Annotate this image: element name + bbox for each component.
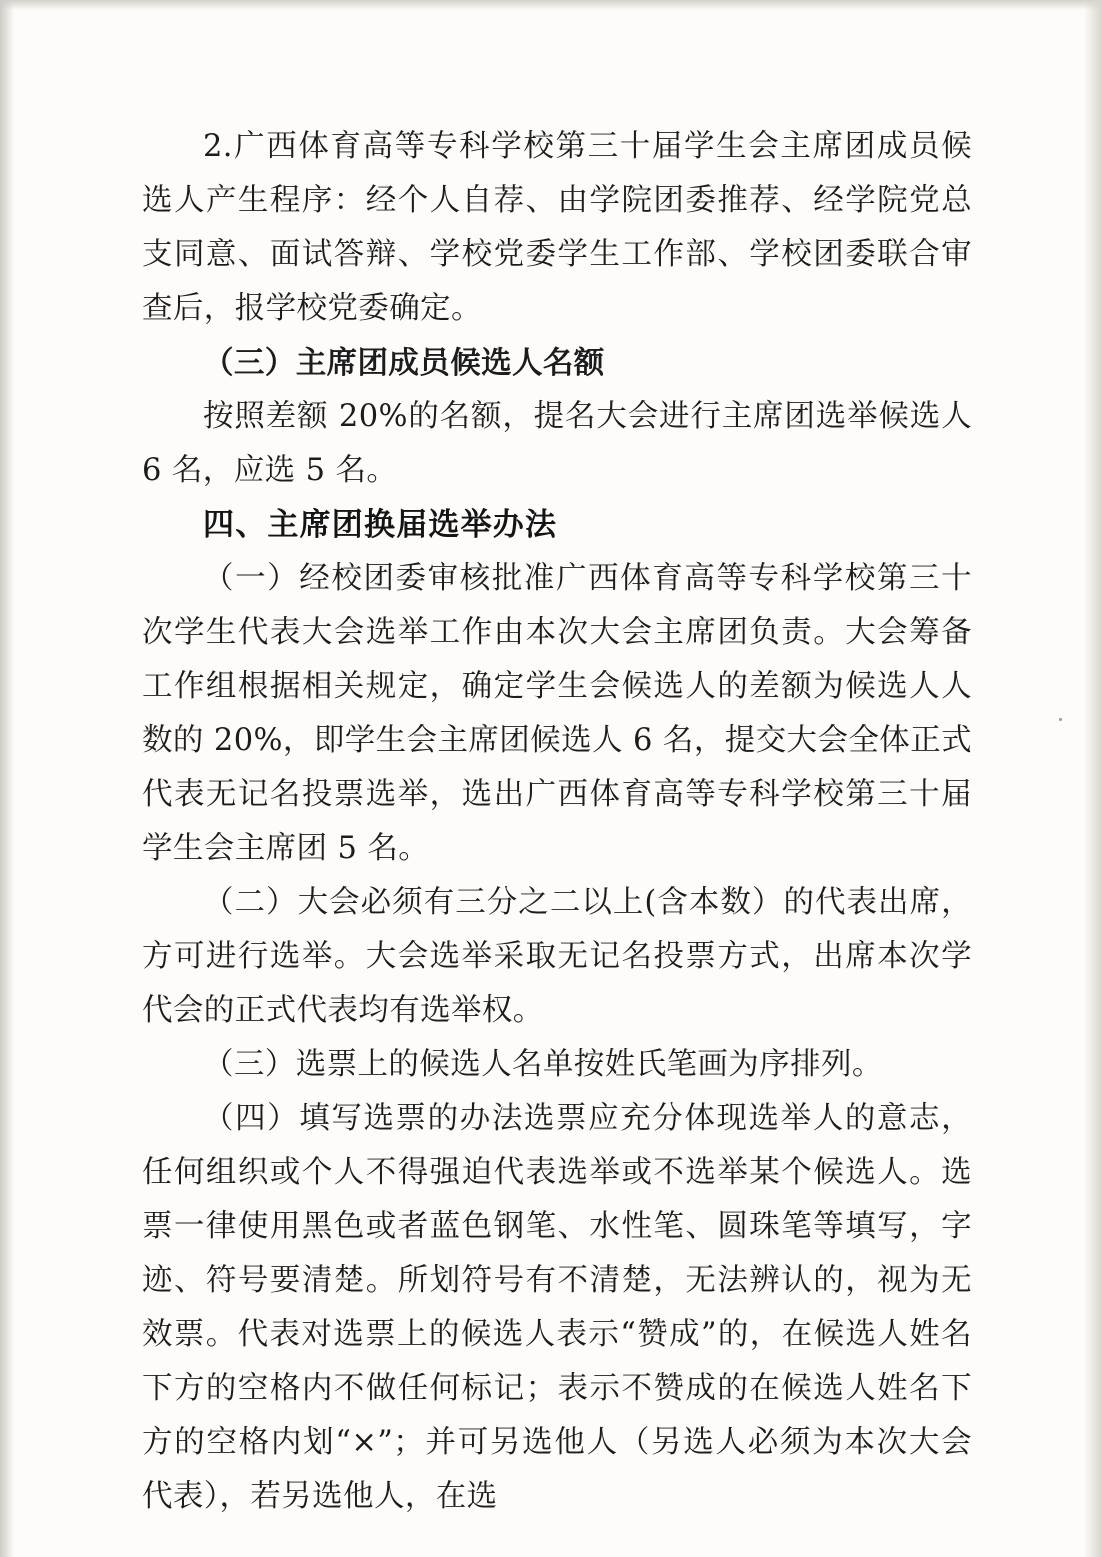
paragraph-ballot-filling: （四）填写选票的办法选票应充分体现选举人的意志，任何组织或个人不得强迫代表选举或不选举某个候选人。选票一律使用黑色或者蓝色钢笔、水性笔、圆珠笔等填写，字迹、符号要清楚。所划符号有不清楚，无法辨认的，视为无效票。代表对选票上的候选人表示“赞成”的，在候选人姓名下方的空格内不做任何标记；表示不赞成的在候选人姓名下方的空格内划“×”；并可另选他人（另选人必须为本次大会代表），若另选他人，在选 xyxy=(142,1101,972,1514)
scan-edge-left xyxy=(0,0,14,1557)
section-heading-election-method: 四、主席团换届选举办法 xyxy=(203,507,558,543)
page-body xyxy=(142,120,972,1524)
paragraph-candidate-procedure: 2.广西体育高等专科学校第三十届学生会主席团成员候选人产生程序：经个人自荐、由学院团委推荐、经学院党总支同意、面试答辩、学校党委学生工作部、学校团委联合审查后，报学校党委确定。 xyxy=(142,129,972,326)
paragraph-quorum: （二）大会必须有三分之二以上(含本数）的代表出席，方可进行选举。大会选举采取无记名投票方式，出席本次学代会的正式代表均有选举权。 xyxy=(142,885,972,1028)
paragraph-ballot-order: （三）选票上的候选人名单按姓氏笔画为序排列。 xyxy=(203,1047,883,1082)
paragraph-quota: 按照差额 20%的名额，提名大会进行主席团选举候选人 6 名，应选 5 名。 xyxy=(142,399,972,488)
paragraph-election-approval: （一）经校团委审核批准广西体育高等专科学校第三十次学生代表大会选举工作由本次大会主席团负责。大会筹备工作组根据相关规定，确定学生会候选人的差额为候选人人数的 20%，即学生会主席团候选人 6 名，提交大会全体正式代表无记名投票选举，选出广西体育高等专科学校第三十届学生会主席团 5 名。 xyxy=(142,561,972,866)
scan-edge-right xyxy=(1084,0,1102,1557)
scan-edge-top xyxy=(0,0,1102,10)
scan-speck xyxy=(1059,718,1062,721)
subsection-label-quota: （三）主席团成员候选人名额 xyxy=(203,345,605,381)
